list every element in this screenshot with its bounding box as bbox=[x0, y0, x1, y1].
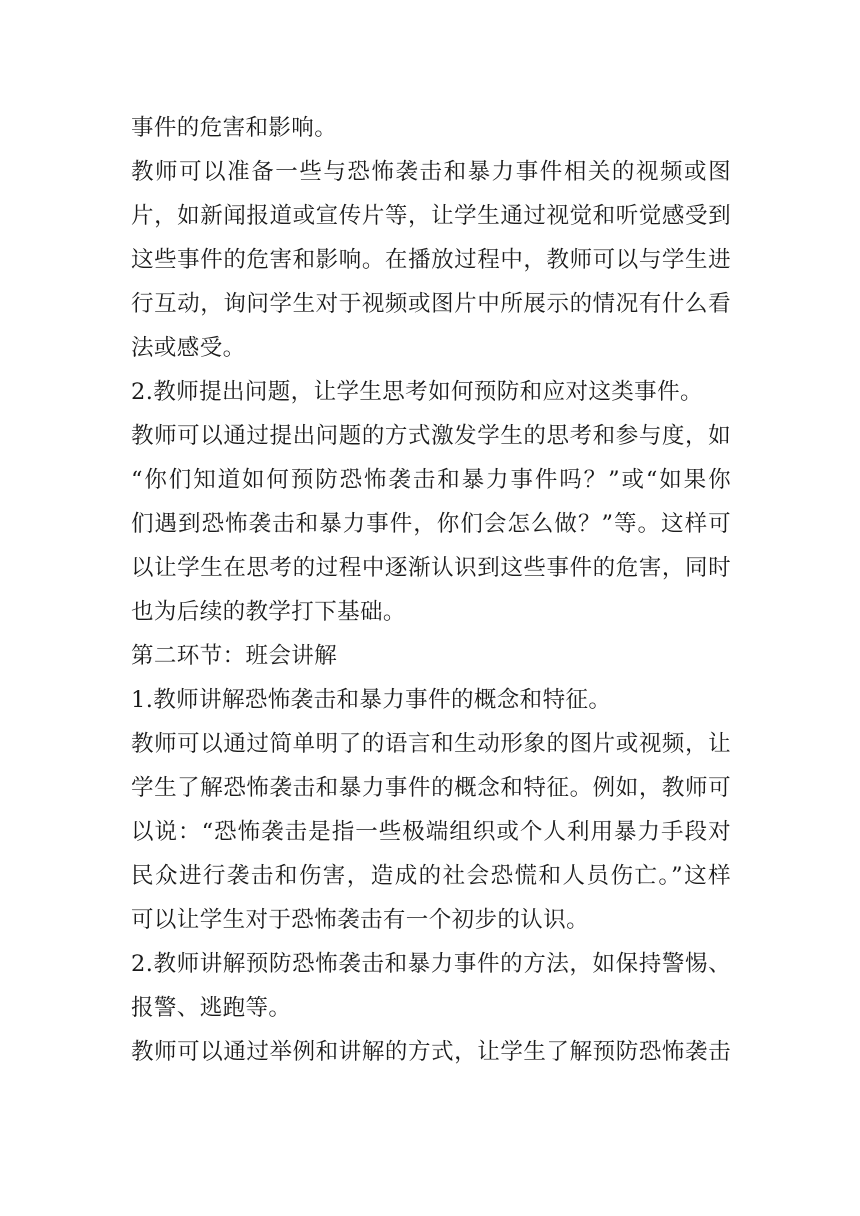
text-line: 这些事件的危害和影响。在播放过程中，教师可以与学生进 bbox=[131, 247, 731, 273]
text-line: 法或感受。 bbox=[131, 335, 246, 361]
text-line: 也为后续的教学打下基础。 bbox=[131, 599, 406, 625]
document-body bbox=[131, 106, 731, 1074]
text-line: 以说：“恐怖袭击是指一些极端组织或个人利用暴力手段对 bbox=[131, 819, 731, 845]
section-heading: 第二环节：班会讲解 bbox=[131, 643, 338, 669]
text-line: 1.教师讲解恐怖袭击和暴力事件的概念和特征。 bbox=[131, 687, 612, 713]
text-line: 教师可以通过简单明了的语言和生动形象的图片或视频，让 bbox=[131, 731, 731, 757]
text-line: 行互动，询问学生对于视频或图片中所展示的情况有什么看 bbox=[131, 291, 731, 317]
text-line: 民众进行袭击和伤害，造成的社会恐慌和人员伤亡。”这样 bbox=[131, 863, 731, 889]
text-line: 2.教师提出问题，让学生思考如何预防和应对这类事件。 bbox=[131, 379, 703, 405]
text-line: 们遇到恐怖袭击和暴力事件，你们会怎么做？”等。这样可 bbox=[131, 511, 731, 537]
text-line: 报警、逃跑等。 bbox=[131, 995, 292, 1021]
text-line: 教师可以通过举例和讲解的方式，让学生了解预防恐怖袭击 bbox=[131, 1039, 731, 1065]
text-line: 2.教师讲解预防恐怖袭击和暴力事件的方法，如保持警惕、 bbox=[131, 951, 731, 977]
text-line: 事件的危害和影响。 bbox=[131, 115, 338, 141]
text-line: “你们知道如何预防恐怖袭击和暴力事件吗？”或“如果你 bbox=[131, 467, 731, 493]
text-line: 片，如新闻报道或宣传片等，让学生通过视觉和听觉感受到 bbox=[131, 203, 731, 229]
text-line: 以让学生在思考的过程中逐渐认识到这些事件的危害，同时 bbox=[131, 555, 731, 581]
text-line: 可以让学生对于恐怖袭击有一个初步的认识。 bbox=[131, 907, 590, 933]
text-line: 教师可以通过提出问题的方式激发学生的思考和参与度，如 bbox=[131, 423, 731, 449]
text-line: 学生了解恐怖袭击和暴力事件的概念和特征。例如，教师可 bbox=[131, 775, 731, 801]
text-line: 教师可以准备一些与恐怖袭击和暴力事件相关的视频或图 bbox=[131, 159, 731, 185]
